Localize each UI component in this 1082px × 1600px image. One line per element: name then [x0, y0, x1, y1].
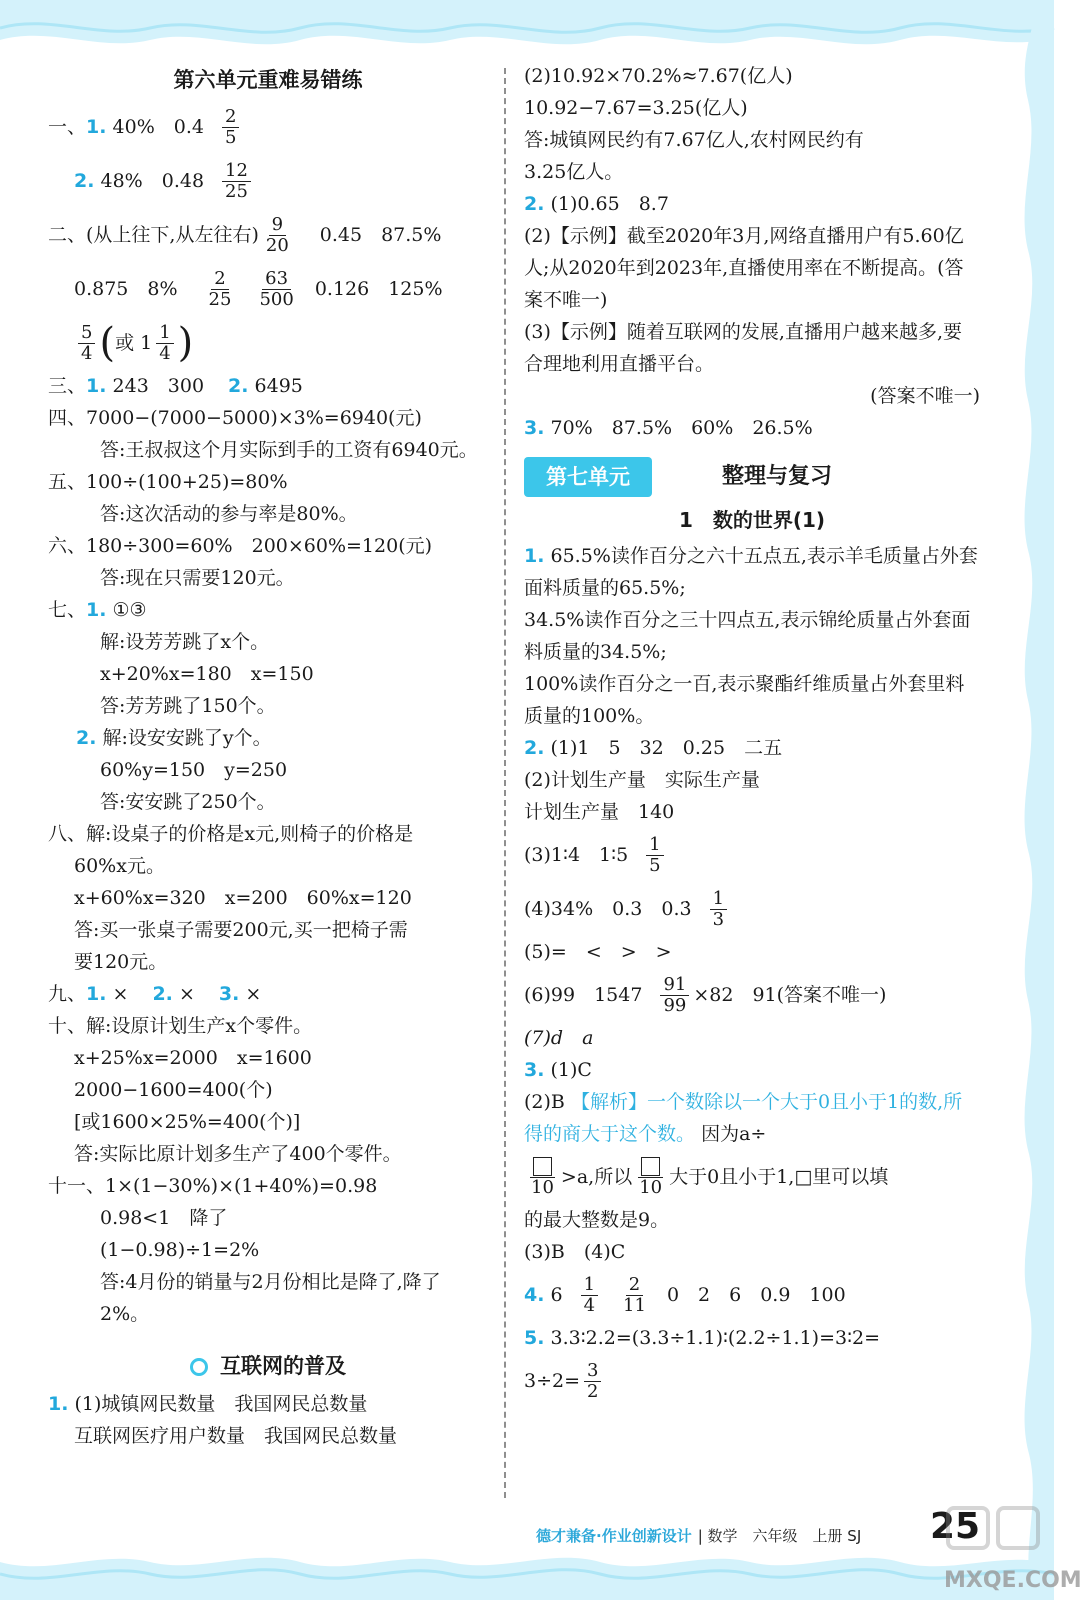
unit-answer-3-2: (2)B 【解析】一个数除以一个大于0且小于1的数,所得的商大于这个数。 因为a÷: [524, 1091, 963, 1145]
left-column: [48, 60, 488, 1452]
unit-answer-3-2c: 的最大整数是9。: [524, 1209, 670, 1231]
footer-brand: 德才兼备·作业创新设计: [536, 1526, 692, 1545]
answer-text: 40% 0.4: [112, 116, 204, 138]
topic-answer-2-example: (2)【示例】截至2020年3月,网络直播用户有5.60亿人;从2020年到2023年,直播使用率在不断提高。(答案不唯一): [524, 225, 964, 311]
answer-10-alt: [或1600×25%=400(个)]: [74, 1111, 301, 1133]
unit-answer-2-3: (3)1∶4 1∶5 $\frac{1}{5}$: [524, 828, 980, 882]
answer-9: 九、1. × 2. × 3. ×: [48, 983, 262, 1005]
answer-5: 五、100÷(100+25)=80%: [48, 471, 288, 493]
unit-answer-3-1: 3. (1)C: [524, 1059, 592, 1081]
unit-answer-4: 4. 6 $\frac{1}{4}$ $\frac{2}{11}$ 0 2 6 0.9 100: [524, 1273, 846, 1316]
footer-subject: | 数学 六年级 上册 SJ: [697, 1526, 862, 1545]
page-footer: [536, 1520, 861, 1550]
answer-11: 十一、1×(1−30%)×(1+40%)=0.98: [48, 1175, 378, 1197]
unit-badge: 第七单元: [524, 457, 652, 497]
unit-answer-2-4: (4)34% 0.3 0.3̇ $\frac{1}{3}$: [524, 882, 980, 936]
analysis-text: 【解析】一个数除以一个大于0且小于1的数,所得的商大于这个数。: [524, 1091, 963, 1145]
fraction: $\frac{9}{20}$: [265, 213, 289, 256]
right-column: [524, 60, 980, 1408]
unit-answer-1-c: 100%读作百分之一百,表示聚酯纤维质量占外套里料质量的100%。: [524, 673, 965, 727]
answer-10-calc: 2000−1600=400(个): [74, 1079, 273, 1101]
right-wave-border: [1014, 0, 1054, 1600]
fraction: $\frac{63}{500}$: [259, 267, 294, 310]
page-number: 25: [930, 1506, 981, 1547]
unit-answer-2-2: (2)计划生产量 实际生产量: [524, 769, 760, 791]
answer-7-reply: 答:芳芳跳了150个。: [100, 695, 276, 717]
answer-4: 四、7000−(7000−5000)×3%=6940(元): [48, 407, 422, 429]
question-number: 2.: [74, 170, 95, 192]
unit-answer-5: 5. 3.3∶2.2=(3.3÷1.1)∶(2.2÷1.1)=3∶2=: [524, 1327, 881, 1349]
answer-11-reply-cont: 2%。: [100, 1303, 150, 1325]
top-wave-border: [0, 0, 1054, 60]
fraction: $\frac{12}{25}$: [222, 161, 251, 202]
unit-title: 整理与复习: [722, 464, 833, 489]
blank-box: [533, 1157, 552, 1176]
column-divider: [504, 68, 506, 1498]
answer-1-2: [48, 154, 488, 208]
answer-4-reply: 答:王叔叔这个月实际到手的工资有6940元。: [100, 439, 478, 461]
topic-answer-2: 2. (1)0.65 8.7: [524, 193, 669, 215]
topic-answer-1-2-calc: 10.92−7.67=3.25(亿人): [524, 97, 748, 119]
question-number: 1.: [86, 116, 107, 138]
lesson-title: 1 数的世界(1): [678, 508, 826, 532]
not-unique-note: (答案不唯一): [870, 385, 980, 407]
answer-text: 或 1: [115, 332, 153, 354]
bottom-wave-border: [0, 1540, 1054, 1600]
answer-11-reply: 答:4月份的销量与2月份相比是降了,降了: [100, 1271, 441, 1293]
fraction: $\frac{2}{11}$: [623, 1273, 646, 1316]
answer-10-equation: x+25%x=2000 x=1600: [74, 1047, 312, 1069]
topic-answer-1-cont: 互联网医疗用户数量 我国网民总数量: [74, 1425, 398, 1447]
answer-7-solve: 解:设芳芳跳了x个。: [100, 631, 270, 653]
fraction: $\frac{2}{5}$: [222, 107, 239, 148]
answer-5-reply: 答:这次活动的参与率是80%。: [100, 503, 358, 525]
circle-icon: [190, 1358, 208, 1376]
answer-2-row2: [48, 262, 488, 316]
answer-7-1: 七、1. ①③: [48, 599, 147, 621]
unit-answer-2-1: 2. (1)1 5 32 0.25 二五: [524, 737, 783, 759]
watermark-text: MXQE.COM: [944, 1568, 1082, 1593]
fraction: $\frac{2}{25}$: [208, 267, 232, 310]
answer-11-compare: 0.98<1 降了: [100, 1207, 228, 1229]
unit-answer-2-7: (7)d a: [524, 1027, 594, 1049]
answer-text: 0.45 87.5%: [319, 224, 442, 246]
unit-answer-3-2b: 10 >a,所以 10 大于0且小于1,□里可以填: [524, 1150, 980, 1204]
answer-text: 二、(从上往下,从左往右): [48, 224, 259, 246]
unit-answer-1-b: 34.5%读作百分之三十四点五,表示锦纶质量占外套面料质量的34.5%;: [524, 609, 971, 663]
answer-8-cont: 60%x元。: [74, 855, 165, 877]
unit-answer-3-3: (3)B (4)C: [524, 1241, 626, 1263]
fraction: 10: [636, 1157, 665, 1198]
unit7-header: [524, 454, 980, 500]
fraction: $\frac{3}{2}$: [584, 1361, 601, 1402]
topic-answer-1-2: (2)10.92×70.2%≈7.67(亿人): [524, 65, 793, 87]
answer-7-2-reply: 答:安安跳了250个。: [100, 791, 276, 813]
answer-7-2-equation: 60%y=150 y=250: [100, 759, 288, 781]
answer-10: 十、解:设原计划生产x个零件。: [48, 1015, 313, 1037]
fraction: $\frac{1}{4}$: [156, 323, 173, 364]
unit-answer-1: 1. 65.5%读作百分之六十五点五,表示羊毛质量占外套面料质量的65.5%;: [524, 545, 978, 599]
section6-title: 第六单元重难易错练: [173, 68, 363, 92]
answer-6-reply: 答:现在只需要120元。: [100, 567, 295, 589]
blank-box: [641, 1157, 660, 1176]
topic-answer-1-2-reply: 答:城镇网民约有7.67亿人,农村网民约有: [524, 129, 864, 151]
fraction: $\frac{91}{99}$: [660, 975, 689, 1016]
fraction: $\frac{1}{5}$: [646, 835, 663, 876]
fraction: $\frac{1}{4}$: [581, 1275, 598, 1316]
unit-answer-2-6: (6)99 1547 $\frac{91}{99}$ ×82 91(答案不唯一): [524, 973, 887, 1016]
answer-3: 三、1. 243 300 2. 6495: [48, 375, 303, 397]
topic-answer-1-2-reply-cont: 3.25亿人。: [524, 161, 624, 183]
answer-text: 0.126 125%: [314, 278, 443, 300]
answer-text: 0.875 8%: [74, 278, 178, 300]
answer-2-row3: $\frac{5}{4}$ ( 或 1 $\frac{1}{4}$ ): [48, 316, 488, 370]
answer-8-reply-cont: 要120元。: [74, 951, 168, 973]
unit-answer-5-cont: 3÷2= $\frac{3}{2}$: [524, 1354, 980, 1408]
answer-7-2: 2. 解:设安安跳了y个。: [76, 727, 272, 749]
fraction: $\frac{5}{4}$: [78, 323, 95, 364]
answer-1-1: [48, 100, 488, 154]
answer-7-equation: x+20%x=180 x=150: [100, 663, 314, 685]
answer-11-calc: (1−0.98)÷1=2%: [100, 1239, 260, 1261]
topic-answer-2-example-3: (3)【示例】随着互联网的发展,直播用户越来越多,要合理地利用直播平台。: [524, 321, 962, 375]
topic-title: 互联网的普及: [48, 1344, 488, 1388]
answer-6: 六、180÷300=60% 200×60%=120(元): [48, 535, 433, 557]
answer-8-equation: x+60%x=320 x=200 60%x=120: [74, 887, 412, 909]
answer-8-reply: 答:买一张桌子需要200元,买一把椅子需: [74, 919, 408, 941]
unit-answer-2-2b: 计划生产量 140: [524, 801, 675, 823]
section-label: 一、: [48, 116, 87, 138]
topic-answer-1: 1. (1)城镇网民数量 我国网民总数量: [48, 1393, 368, 1415]
answer-10-reply: 答:实际比原计划多生产了400个零件。: [74, 1143, 402, 1165]
unit-answer-2-5: (5)= < > >: [524, 941, 672, 963]
answer-text: 48% 0.48: [100, 170, 205, 192]
answer-2-row1: [48, 208, 488, 262]
answer-8: 八、解:设桌子的价格是x元,则椅子的价格是: [48, 823, 414, 845]
topic-answer-3: 3. 70% 87.5% 60% 26.5%: [524, 417, 813, 439]
fraction: $\frac{1}{3}$: [710, 889, 727, 930]
fraction: 10: [528, 1157, 557, 1198]
